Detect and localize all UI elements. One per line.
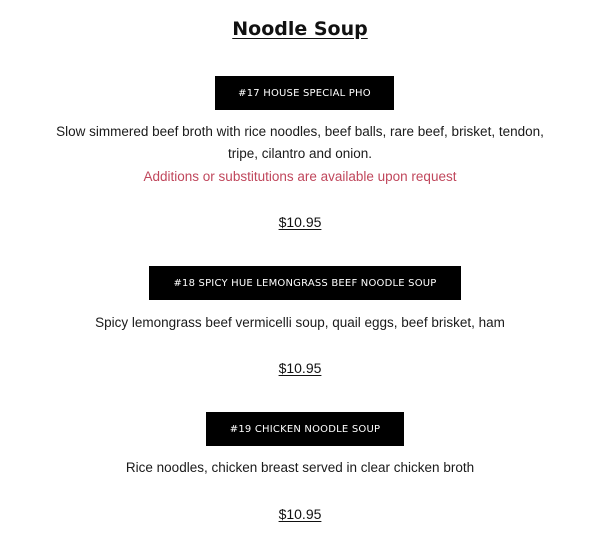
menu-item-price: $10.95 [278, 214, 322, 230]
menu-item-tag: #18 SPICY HUE LEMONGRASS BEEF NOODLE SOUP [149, 266, 461, 300]
menu-item-note: Additions or substitutions are available upon request [143, 169, 457, 184]
section-title: Noodle Soup [232, 18, 368, 40]
menu-item-price: $10.95 [278, 506, 322, 522]
menu-item-tag: #19 CHICKEN NOODLE SOUP [206, 412, 404, 446]
menu-item-description: Rice noodles, chicken breast served in clear chicken broth [125, 460, 475, 475]
menu-item-tag: #17 HOUSE SPECIAL PHO [215, 76, 394, 110]
menu-item-description: Slow simmered beef broth with rice noodles, beef balls, rare beef, brisket, tendon, tripe, cilantro and onion. [56, 124, 544, 161]
menu-item-description: Spicy lemongrass beef vermicelli soup, quail eggs, beef brisket, ham [95, 315, 505, 330]
menu-item-price: $10.95 [278, 360, 322, 376]
